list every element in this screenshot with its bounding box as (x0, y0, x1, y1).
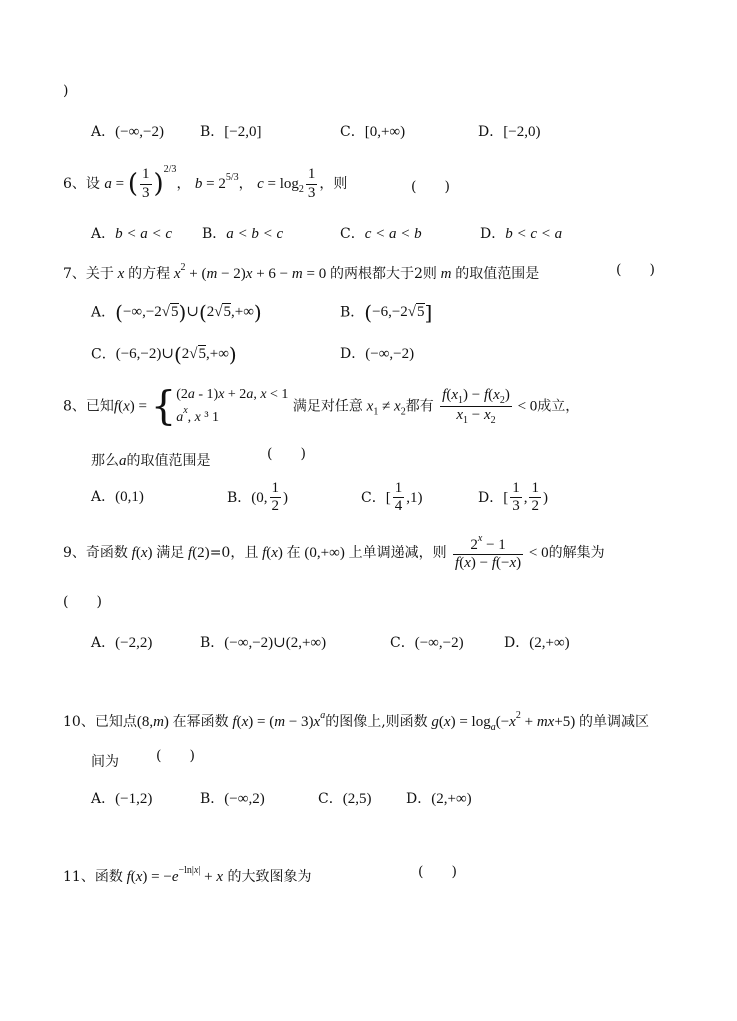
q5-option-d[interactable]: D．[−2,0) (478, 124, 541, 140)
q10-stem-line2: 间为 (91, 754, 119, 770)
q8-option-b[interactable]: B．(0, $\frac{1}{2}$ ) (227, 480, 289, 515)
q9-option-b[interactable]: B．(−∞,−2)∪(2,+∞) (200, 635, 327, 651)
q6-answer-paren[interactable]: ( ) (411, 179, 450, 195)
q8-option-c[interactable]: C．[ $\frac{1}{4}$ ,1) (361, 480, 423, 515)
q8-difference-quotient: $\frac{f(x_1) - f(x_2)}{x_1 - x_2}$ (442, 386, 510, 427)
q8-stem: 8、已知f(x) = { (2a - 1)x + 2a, x < 1 $a^x$, x ³ 1 满足对任意 $x_1 \ne x_2$都有 $\frac{f(x_1) - f(x_2)}{x_1 - x_2}$ < 0成立， (63, 383, 580, 430)
q8-options (0, 480, 737, 520)
q7-option-d[interactable]: D．(−∞,−2) (340, 346, 415, 362)
q5-option-c[interactable]: C．[0,+∞) (340, 124, 406, 140)
q9-inequality-fraction: $\frac{2^x - 1}{f(x) - f(-x)}$ (455, 533, 522, 572)
q6-expr-a: a (104, 176, 112, 192)
q8-option-d[interactable]: D．[ $\frac{1}{3}$ , $\frac{1}{2}$ ) (478, 480, 548, 515)
q7-option-b[interactable]: B．(−6,−2√5] (340, 301, 433, 325)
q9-option-d[interactable]: D．(2,+∞) (504, 635, 570, 651)
q10-option-d[interactable]: D．(2,+∞) (406, 791, 472, 807)
q6-option-a[interactable]: A．b < a < c (91, 226, 173, 242)
q11-stem: 11、函数 $f(x) = -e^{-ln|x|} + x$ 的大致图象为 (63, 865, 312, 885)
q8-option-a[interactable]: A．(0,1) (91, 489, 144, 505)
q9-option-c[interactable]: C．(−∞,−2) (390, 635, 464, 651)
q7-option-a[interactable]: A．(−∞,−2√5)∪(2√5,+∞) (91, 301, 262, 325)
q9-answer-paren[interactable]: ( ) (63, 594, 102, 610)
q8-piecewise: (2a - 1)x + 2a, x < 1 $a^x$, x ³ 1 (176, 387, 289, 426)
q10-option-c[interactable]: C．(2,5) (318, 791, 372, 807)
q6-option-c[interactable]: C．c < a < b (340, 226, 422, 242)
q7-option-c[interactable]: C．(−6,−2)∪(2√5,+∞) (91, 343, 237, 367)
q6-option-b[interactable]: B．a < b < c (202, 226, 284, 242)
q8-answer-paren[interactable]: ( ) (267, 446, 306, 462)
q5-option-a[interactable]: A．(−∞,−2) (91, 124, 164, 140)
q7-answer-paren[interactable]: ( ) (616, 262, 655, 278)
q10-answer-paren[interactable]: ( ) (156, 748, 195, 764)
q6-expr-c: c (257, 176, 264, 192)
q9-option-a[interactable]: A．(−2,2) (91, 635, 153, 651)
q8-stem-line2: 那么a的取值范围是 (91, 453, 211, 469)
q10-stem: 10、已知点(8,m) 在幂函数 $f(x) = (m - 3)x^a$的图像上,则函数 $g(x) = \log_a(-x^2 + mx+5)$ 的单调减区 (63, 710, 650, 733)
q10-option-b[interactable]: B．(−∞,2) (200, 791, 265, 807)
q5-closing-paren: ) (63, 83, 69, 99)
q5-option-b[interactable]: B．[−2,0] (200, 124, 262, 140)
q9-stem: 9、奇函数 f(x) 满足 f(2)=0，且 f(x) 在 (0,+∞) 上单调递减，则 $\frac{2^x - 1}{f(x) - f(-x)}$ < 0的解集为 (63, 533, 605, 572)
q6-option-d[interactable]: D．b < c < a (480, 226, 563, 242)
q7-stem: 7、关于 x 的方程 $x^2 + (m - 2)x + 6 - m = 0$ 的两根都大于2则 m 的取值范围是 (63, 262, 540, 282)
q11-answer-paren[interactable]: ( ) (418, 864, 457, 880)
q6-expr-b: b (194, 176, 203, 192)
q10-option-a[interactable]: A．(−1,2) (91, 791, 153, 807)
q6-stem: 6、设 a = ( $\frac{1}{3}$ )$^{2/3}$， $b = 2^{5/3}$， $c = \log_2$ $\frac{1}{3}$ ，则 (63, 164, 348, 201)
